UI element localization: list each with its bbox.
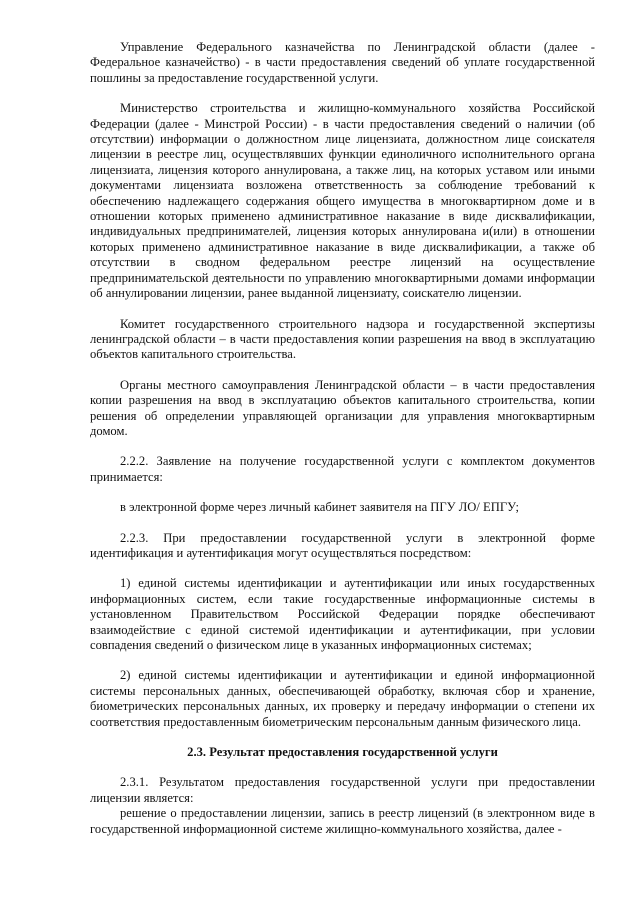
paragraph-2-2-3: 2.2.3. При предоставлении государственной услуги в электронной форме идентификация и аутентификация могут осуществляться посредством: [90, 530, 595, 560]
paragraph-item-2: 2) единой системы идентификации и аутентификации и единой информационной системы персональных данных, обеспечивающей обработку, включая сбор и хранение, биометрических персональных данных, их проверку и передачу информации о степени их соответствия предоставленным биометрическим персональным данным физического лица. [90, 668, 595, 729]
document-page [90, 40, 595, 837]
section-heading: 2.3. Результат предоставления государственной услуги [187, 745, 498, 760]
paragraph-item-1: 1) единой системы идентификации и аутентификации или иных государственных информационных систем, если такие государственные информационные системы в установленном Правительством Российской Федерации порядке обеспечивают взаимодействие с единой системой идентификации и аутентификации, при условии совпадения сведений о физическом лице в указанных информационных системах; [90, 576, 595, 652]
paragraph-local-government: Органы местного самоуправления Ленинградской области – в части предоставления копии разрешения на ввод в эксплуатацию объектов капитального строительства, копии решения об определении управляющей организации для управления многоквартирным домом. [90, 377, 595, 438]
paragraph-2-2-2: 2.2.2. Заявление на получение государственной услуги с комплектом документов принимается: [90, 454, 595, 484]
paragraph-federal-treasury: Управление Федерального казначейства по Ленинградской области (далее - Федеральное казначейство) - в части предоставления сведений об уплате государственной пошлины за предоставление государственной услуги. [90, 40, 595, 85]
paragraph-minstroy: Министерство строительства и жилищно-коммунального хозяйства Российской Федерации (далее - Минстрой России) - в части предоставления сведений о наличии (об отсутствии) информации о должностном лице лицензиата, должностном лице соискателя лицензии в реестре лиц, осуществлявших функции единоличного исполнительного органа лицензиата, лицензия которого аннулирована, а также лиц, на которых уставом или иными документами лицензиата возложена ответственность за соблюдение требований к обеспечению надлежащего содержания общего имущества в многоквартирном доме и в отношении которых применено административное наказание в виде дисквалификации, индивидуальных предпринимателей, лицензия которых аннулирована и(или) в отношении которых применено административное наказание в виде дисквалификации, а также об отсутствии в сводном федеральном реестре лицензий на осуществление предпринимательской деятельности по управлению многоквартирными домами информации об аннулировании лицензии, ранее выданной лицензиату, соискателю лицензии. [90, 101, 595, 301]
paragraph-license-decision: решение о предоставлении лицензии, запись в реестр лицензий (в электронном виде в государственной информационной системе жилищно-коммунального хозяйства, далее - [90, 806, 595, 836]
paragraph-construction-committee: Комитет государственного строительного надзора и государственной экспертизы ленинградской области – в части предоставления копии разрешения на ввод в эксплуатацию объектов капитального строительства. [90, 316, 595, 362]
paragraph-electronic-form: в электронной форме через личный кабинет заявителя на ПГУ ЛО/ ЕПГУ; [120, 500, 520, 515]
paragraph-2-3-1: 2.3.1. Результатом предоставления государственной услуги при предоставлении лицензии является: [90, 775, 595, 805]
